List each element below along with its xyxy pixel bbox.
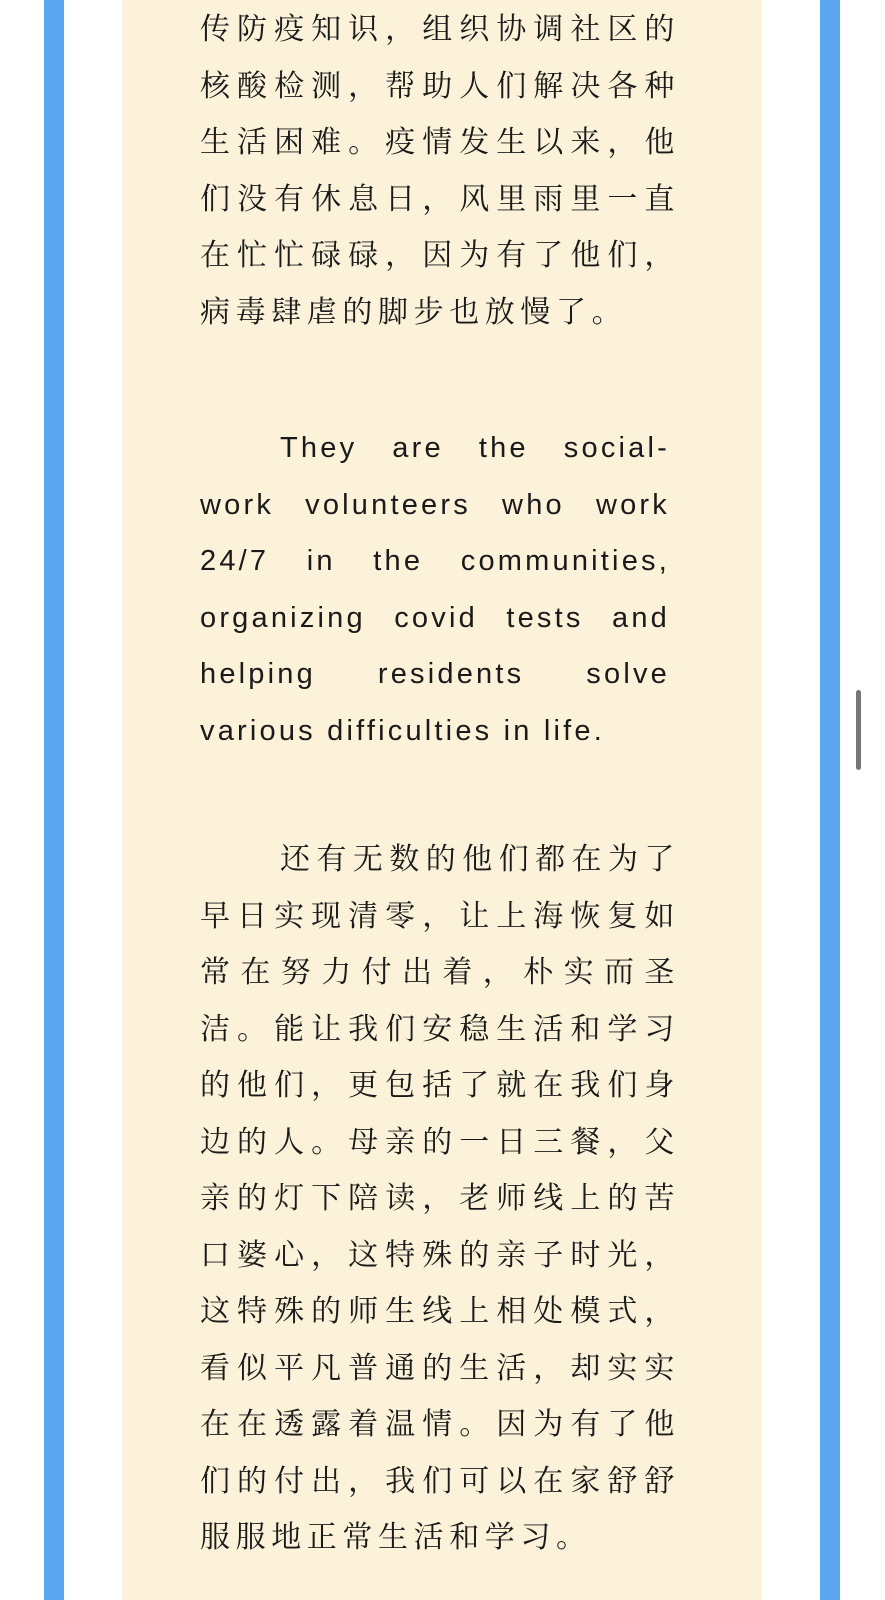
text-line: 们的付出，我们可以在家舒舒: [200, 1463, 680, 1499]
text-line: 核酸检测，帮助人们解决各种: [200, 68, 680, 104]
text-line: 还有无数的他们都在为了: [280, 842, 680, 877]
text-line: 在在透露着温情。因为有了他: [200, 1407, 680, 1442]
text-line: 生活困难。疫情发生以来，他: [200, 125, 680, 160]
text-line: 洁。能让我们安稳生活和学习: [200, 1011, 680, 1047]
text-line: 这特殊的师生线上相处模式，: [200, 1294, 680, 1329]
text-line: 在忙忙碌碌，因为有了他们，: [200, 238, 680, 273]
text-line: 的他们，更包括了就在我们身: [200, 1068, 680, 1103]
text-line: 24/7 in the communities,: [200, 545, 670, 577]
text-line: 服服地正常生活和学习。: [200, 1520, 592, 1555]
right-border-bar: [820, 0, 840, 1600]
text-line: They are the social-: [280, 432, 670, 464]
text-line: 早日实现清零，让上海恢复如: [200, 898, 680, 934]
text-line: organizing covid tests and: [200, 601, 670, 634]
text-line: 边的人。母亲的一日三餐，父: [200, 1124, 680, 1160]
paragraph-english: [200, 420, 670, 759]
text-line: 们没有休息日，风里雨里一直: [200, 181, 680, 217]
vertical-scrollbar[interactable]: [856, 690, 861, 770]
text-line: 常在努力付出着，朴实而圣: [200, 955, 680, 990]
text-line: work volunteers who work: [200, 488, 670, 521]
text-line: various difficulties in life.: [200, 714, 605, 747]
text-line: 传防疫知识，组织协调社区的: [200, 12, 680, 47]
text-line: 看似平凡普通的生活，却实实: [200, 1350, 680, 1386]
text-line: 病毒肆虐的脚步也放慢了。: [200, 294, 628, 330]
text-line: 口婆心，这特殊的亲子时光，: [200, 1237, 680, 1273]
text-line: 亲的灯下陪读，老师线上的苦: [200, 1181, 680, 1216]
text-line: helping residents solve: [200, 658, 670, 690]
paragraph-chinese-1: [200, 2, 680, 341]
left-border-bar: [44, 0, 64, 1600]
paragraph-chinese-2: [200, 832, 680, 1567]
